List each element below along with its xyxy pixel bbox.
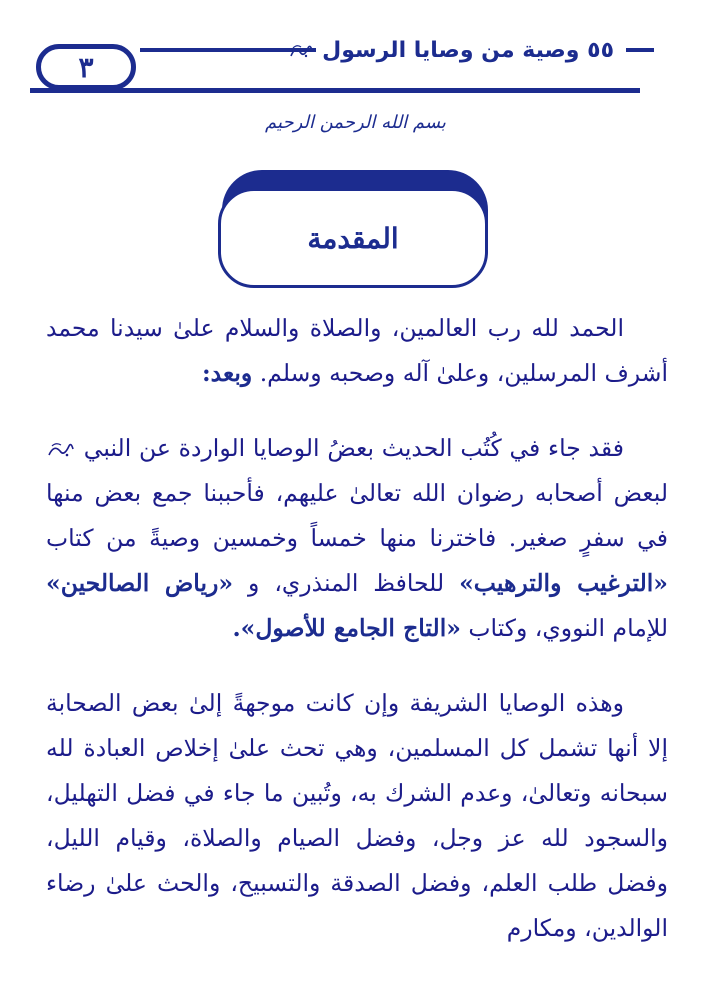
paragraph-2-c: للحافظ المنذري، و: [248, 569, 445, 597]
paragraph-1: [46, 306, 668, 396]
intro-text: [46, 306, 668, 951]
paragraph-2-end: .: [232, 614, 241, 642]
book-riyad: «رياض الصالحين»: [46, 569, 234, 597]
page-number: ٣: [78, 50, 94, 84]
basmala: بسم الله الرحمن الرحيم: [265, 112, 446, 133]
frame-box: [218, 188, 488, 288]
book-taj: «التاج الجامع للأصول»: [240, 614, 461, 642]
page-header: [30, 38, 670, 98]
section-title: المقدمة: [307, 221, 399, 255]
paragraph-2-b: لبعض أصحابه رضوان الله تعالىٰ عليهم، فأحببنا جمع بعض منها في سفرٍ صغير. فاخترنا منها خمساً وخمسين وصيةً من كتاب: [46, 479, 668, 552]
wa-baad: وبعد:: [201, 359, 253, 387]
paragraph-2-d: للإمام النووي، وكتاب: [468, 614, 668, 642]
header-rule-bottom: [30, 88, 640, 93]
section-title-frame: [214, 170, 494, 292]
book-title: [288, 38, 614, 63]
paragraph-3: [46, 681, 668, 951]
paragraph-1-text: الحمد لله رب العالمين، والصلاة والسلام علىٰ سيدنا محمد أشرف المرسلين، وعلىٰ آله وصحبه وسلم.: [46, 314, 668, 387]
book-targhib: «الترغيب والترهيب»: [459, 569, 668, 597]
book-title-text: ٥٥ وصية من وصايا الرسول: [322, 38, 614, 63]
header-rule-tick: [626, 48, 654, 52]
salla-allahu-alayhi-wa-sallam-icon: [46, 440, 76, 460]
paragraph-2: [46, 426, 668, 651]
paragraph-3-text: وهذه الوصايا الشريفة وإن كانت موجهةً إلىٰ بعض الصحابة إلا أنها تشمل كل المسلمين، وهي تحث علىٰ إخلاص العبادة لله سبحانه وتعالىٰ، وعدم الشرك به، وتُبين ما جاء في فضل التهليل، والسجود لله عز وجل، وفضل الصيام والصلاة، وقيام الليل، وفضل طلب العلم، وفضل الصدقة والتسبيح، والحث علىٰ رضاء الوالدين، ومكارم: [46, 689, 668, 942]
salla-allahu-alayhi-wa-sallam-icon: [288, 42, 314, 60]
paragraph-2-a: فقد جاء في كُتُب الحديث بعضُ الوصايا الواردة عن النبي: [83, 434, 624, 462]
page-number-box: [36, 44, 136, 90]
